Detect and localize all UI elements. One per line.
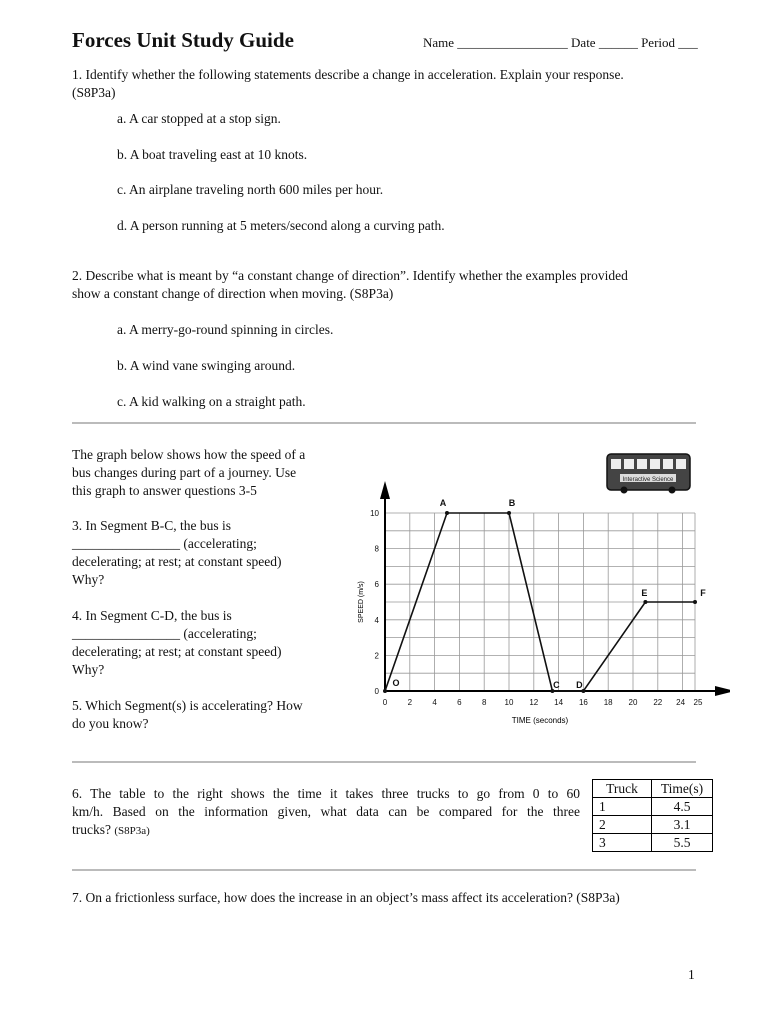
x-tick-label: 20 [628,698,638,707]
question-3-line2: ________________ (accelerating; [72,536,257,551]
x-tick-label: 6 [457,698,462,707]
question-1-stem [72,66,624,102]
question-3-line4: Why? [72,572,105,587]
x-tick-label: 12 [529,698,539,707]
table-row [593,798,713,816]
question-3 [72,517,282,589]
y-tick-labels [370,509,379,696]
question-1-stem-line1: 1. Identify whether the following statements describe a change in acceleration. Explain your response. [72,67,624,82]
table-header: Truck [593,780,652,798]
question-3-line3: decelerating; at rest; at constant speed) [72,554,282,569]
y-tick-label: 2 [374,651,379,661]
question-7: 7. On a frictionless surface, how does the increase in an object’s mass affect its acceleration? (S8P3a) [72,890,620,905]
point-label: A [439,498,447,508]
x-tick-labels [383,698,703,707]
point-label: C [553,680,560,690]
point-label: B [508,498,516,508]
page-number: 1 [688,967,695,982]
table-cell: 1 [593,798,652,816]
x-tick-label: 0 [382,698,388,707]
question-1-item-a: a. A car stopped at a stop sign. [117,111,281,126]
x-tick-label: 2 [407,698,413,707]
question-2-item-a: a. A merry-go-round spinning in circles. [117,322,334,337]
section-divider-2 [72,761,696,763]
graph-intro [72,446,305,500]
x-tick-label: 24 [676,698,686,707]
bus-label: Interactive Science [622,477,674,483]
graph-intro-line3: this graph to answer questions 3-5 [72,483,257,498]
table-header: Time(s) [652,780,713,798]
graph-intro-line1: The graph below shows how the speed of a [72,447,306,462]
section-divider-3 [72,869,696,871]
question-4-line4: Why? [72,662,105,677]
y-tick-label: 0 [374,687,379,696]
table-row [593,834,713,852]
x-tick-label: 10 [504,698,514,707]
question-1-item-b: b. A boat traveling east at 10 knots. [117,147,308,162]
table-row [593,816,713,834]
question-4-line3: decelerating; at rest; at constant speed) [72,644,282,659]
question-1-stem-line2: (S8P3a) [72,85,116,100]
point-label: E [641,588,648,598]
y-tick-label: 8 [374,544,379,554]
y-tick-label: 6 [374,580,379,590]
table-cell: 5.5 [652,834,713,852]
question-5-line2: do you know? [72,716,149,731]
point-label: O [392,678,400,688]
table-header-row [593,780,713,798]
y-tick-label: 10 [370,509,379,518]
data-point [383,689,387,693]
point-label: F [700,588,706,598]
question-2-stem [72,267,628,303]
section-divider [72,422,696,424]
question-6-line1: 6. The table to the right shows the time it takes three trucks to go from 0 to 60 [72,786,580,801]
data-point [507,511,511,515]
table-cell: 3.1 [652,816,713,834]
x-axis-label: TIME (seconds) [511,716,569,725]
table-cell: 3 [593,834,652,852]
x-axis-arrow [715,686,730,696]
x-tick-label: 18 [603,698,613,707]
question-2-stem-line1: 2. Describe what is meant by “a constant change of direction”. Identify whether the examples provided [72,268,628,283]
page-title: Forces Unit Study Guide [72,28,294,52]
question-1-item-c: c. An airplane traveling north 600 miles per hour. [117,182,384,197]
question-2-item-c: c. A kid walking on a straight path. [117,394,306,409]
question-4-line2: ________________ (accelerating; [72,626,257,641]
question-4 [72,607,282,679]
table-cell: 4.5 [652,798,713,816]
graph-intro-line2: bus changes during part of a journey. Use [72,465,297,480]
question-2-stem-line2: show a constant change of direction when moving. (S8P3a) [72,286,394,301]
y-axis-label: SPEED (m/s) [358,581,365,623]
question-6-code: (S8P3a) [114,825,150,837]
y-axis-arrow [380,481,390,499]
question-6 [72,785,580,840]
question-5-line1: 5. Which Segment(s) is accelerating? How [72,698,303,713]
name-date-period-line: Name _________________ Date ______ Period ___ [423,35,698,50]
question-6-line3: trucks? [72,822,111,837]
question-5 [72,697,303,733]
question-2-item-b: b. A wind vane swinging around. [117,358,296,373]
x-tick-label: 4 [432,698,437,707]
question-6-line2: km/h. Based on the information given, what data can be compared for the three [72,804,580,819]
x-tick-label: 25 [693,698,703,707]
x-tick-label: 8 [481,698,487,707]
data-point [445,511,449,515]
speed-time-graph [345,475,730,730]
data-point [693,600,697,604]
y-tick-label: 4 [374,615,379,625]
x-tick-label: 14 [554,698,564,707]
point-labels [392,498,706,690]
truck-time-table [592,779,713,852]
x-tick-label: 16 [578,698,588,707]
x-tick-label: 22 [653,698,663,707]
table-cell: 2 [593,816,652,834]
question-4-line1: 4. In Segment C-D, the bus is [72,608,232,623]
point-label: D [576,680,583,690]
question-3-line1: 3. In Segment B-C, the bus is [72,518,231,533]
data-point [643,600,647,604]
question-1-item-d: d. A person running at 5 meters/second along a curving path. [117,218,445,233]
